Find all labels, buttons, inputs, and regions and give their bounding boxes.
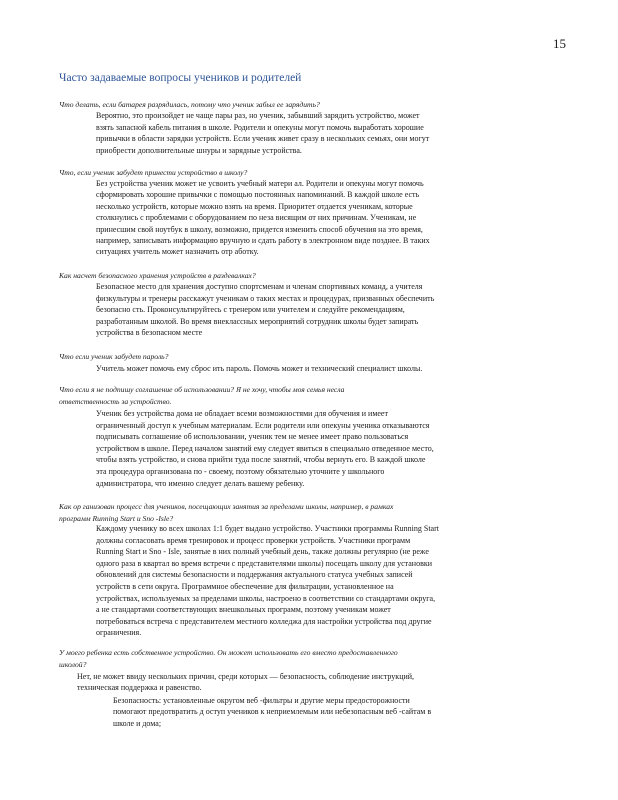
answer-line: Нет, не может ввиду нескольких причин, среди которых — безопасность, соблюдение инструкций, (77, 672, 415, 681)
answer-line: Без устройства ученик может не усвоить учебный матери ал. Родители и опекуны могут помочь (96, 179, 424, 188)
answer-line: техническая поддержка и равенство. (77, 683, 202, 693)
answer-line: устройств в сети округа. Программное обеспечение для фильтрации, установленное на (96, 582, 394, 591)
bullet-line: помогают предотвратить д оступ учеников к неприемлемым или небезопасным веб -сайтам в (113, 707, 432, 717)
answer-line: Вероятно, это произойдет не чаще пары раз, но ученик, забывший зарядить устройство, может (96, 111, 420, 120)
answer-line: взять запасной кабель питания в школе. Родители и опекуны могут помочь выработать хорошие (96, 122, 424, 132)
answer-line: устройствах, используемых за пределами школы, настроено в соответствии со стандартами округа, (96, 593, 436, 603)
answer-line: потребоваться встреча с представителем местного колледжа для настройки устройства под другие (96, 616, 432, 626)
question-line: программ Running Start и Sno -Isle? (59, 514, 174, 523)
answer-line: столкнулись с проблемами с оборудованием по неза висящим от них причинам. Ученикам, не (96, 213, 417, 223)
answer-line: одного раза в квартал во время встречи с представителями школы) посещать школу для установки (96, 558, 433, 568)
bullet-line: Безопасность: установленные округом веб -фильтры и другие меры предосторожности (113, 696, 410, 705)
question-line: ответственность за устройство. (59, 397, 172, 406)
answer-line: ситуациях учитель может назначить отр аботку. (96, 247, 259, 257)
answer-line: подписывать соглашение об использовании, ученик тем не менее имеет право пользоваться (96, 432, 409, 442)
answer-line: обновлений для системы безопасности и поддержания актуального статуса учебных записей (96, 570, 413, 580)
answer-line: сформировать хорошие привычки с помощью постоянных напоминаний. В каждой школе есть (96, 190, 420, 200)
page-title: Часто задаваемые вопросы учеников и родителей (59, 72, 302, 84)
answer-line: а не стандартами соответствующих внешкольных программ, поэтому ученикам может (96, 605, 391, 615)
answer-line: должны согласовать время тренировок и процесс проверки устройств. Участники программ (96, 535, 411, 545)
answer-line: Учитель может помочь ему сброс ить пароль. Помочь может и технический специалист школы. (96, 364, 423, 373)
answer-line: администратора, что именно следует делать вашему ребенку. (96, 478, 305, 488)
question-line: Что если я не подпишу соглашение об использовании? Я не хочу, чтобы моя семья несла (59, 385, 345, 394)
question-line: Что делать, если батарея разрядилась, потому что ученик забыл ее зарядить? (59, 100, 320, 109)
answer-line: например, записывать информацию вручную и сдать работу в электронном виде позднее. В таких (96, 236, 430, 245)
answer-line: принесшим свой ноутбук в школу, возможно, придется изменить способ обучения на это время, (96, 224, 423, 234)
page-number: 15 (553, 36, 566, 51)
question-line: Как насчет безопасного хранения устройств в раздевалках? (59, 271, 256, 280)
answer-line: физкультуры и тренеры расскажут ученикам о таких местах и процедурах, призванных обеспечить (96, 293, 435, 303)
bullet-line: школе и дома; (113, 718, 162, 728)
answer-line: ограниченный доступ к учебным материалам. Если родители или опекуны ученика отказываются (96, 420, 430, 430)
answer-line: устройством в школе. Перед началом занятий ему следует явиться в специально отведенное место, (96, 443, 434, 453)
answer-line: ограничения. (96, 628, 142, 638)
answer-line: разработанным школой. Во время внеклассных мероприятий сотрудник школы будет запирать (96, 316, 419, 326)
question-line: Как ор ганизован процесс для учеников, посещающих занятия за пределами школы, например, в рамках (59, 502, 394, 511)
answer-line: Ученик без устройства дома не обладает всеми возможностями для обучения и имеет (96, 409, 388, 418)
answer-line: Running Start и Sno - Isle, занятые в них полный учебный день, также должны регулярно (не реже (96, 547, 429, 557)
answer-line: эта процедура организована по - своему, поэтому обязательно уточните у школьного (96, 467, 385, 476)
answer-line: привычки в области зарядки устройств. Если ученик живет сразу в нескольких семьях, они могут (96, 134, 430, 144)
answer-line: приобрести дополнительные шнуры и зарядные устройства. (96, 145, 302, 155)
answer-line: Безопасное место для хранения доступно спортсменам и членам спортивных команд, а учителя (96, 282, 423, 291)
question-line: школой? (59, 660, 87, 669)
answer-line: несколько устройств, которые можно взять на время. Приоритет отдается ученикам, которые (96, 201, 413, 211)
question-line: У моего ребенка есть собственное устройство. Он может использовать его вместо предоставленного (59, 648, 398, 657)
answer-line: устройства в безопасном месте (96, 328, 203, 337)
question-line: Что если ученик забудет пароль? (59, 352, 169, 361)
answer-line: чтобы взять устройство, и снова прийти туда после занятий, чтобы вернуть его. В каждой школе (96, 455, 426, 465)
answer-line: безопасно сть. Проконсультируйтесь с тренером или учителем и следуйте рекомендациям, (96, 305, 405, 314)
answer-line: Каждому ученику во всех школах 1:1 будет выдано устройство. Участники программы Running Start (96, 524, 439, 533)
question-line: Что, если ученик забудет принести устройство в школу? (59, 168, 248, 177)
